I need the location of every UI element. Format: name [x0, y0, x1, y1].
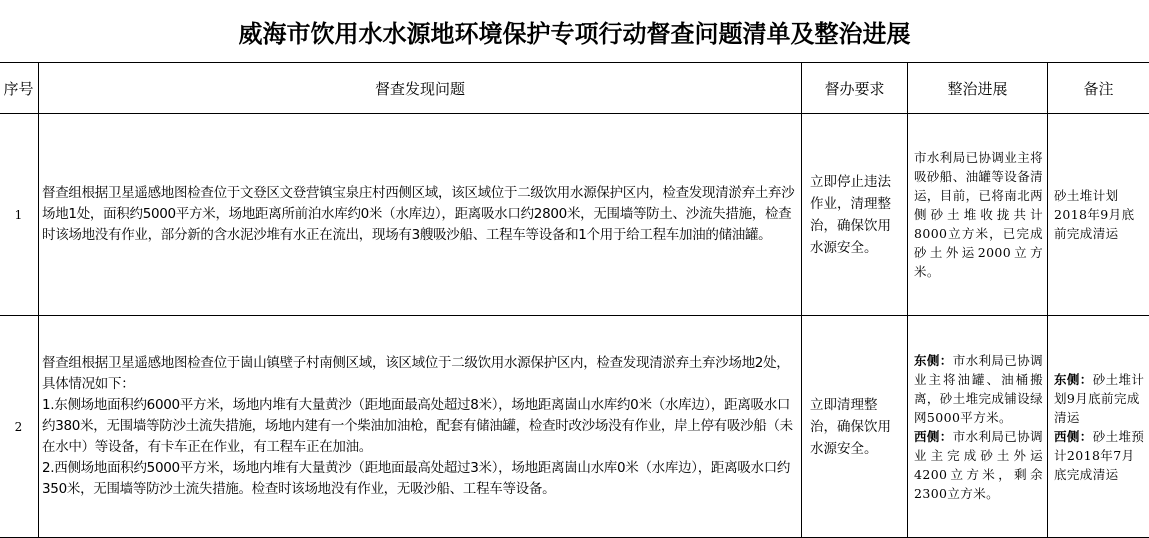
- issue-item-west: 2.西侧场地面积约5000平方米，场地内堆有大量黄沙（距地面最高处超过3米），场地距离崮山水库0米（水库边），距离吸水口约350米，无围墙等防沙土流失措施。检查时该场地没有作业，无吸沙船、工程车等设备。: [42, 458, 797, 500]
- requirement-text: 立即停止违法作业，清理整治，确保饮用水源安全。: [802, 114, 908, 316]
- issue-intro: 督查组根据卫星遥感地图检查位于崮山镇壁子村南侧区域，该区域位于二级饮用水源保护区内，检查发现清淤弃土弃沙场地2处，具体情况如下：: [42, 353, 797, 395]
- progress-west-text: 市水利局已协调业主完成砂土外运4200立方米，剩余2300立方米。: [914, 429, 1043, 501]
- row-number: 2: [0, 316, 39, 538]
- note-west: [1054, 427, 1145, 484]
- issue-item-east: 1.东侧场地面积约6000平方米，场地内堆有大量黄沙（距地面最高处超过8米），场地距离崮山水库约0米（水库边），距离吸水口约380米，无围墙等防沙土流失措施，场地内建有一个柴油加油枪，配套有储油罐，检查时改沙场没有作业，岸上停有吸沙船（未在水中）等设备，有卡车正在作业，有工程车正在加油。: [42, 395, 797, 458]
- header-note: 备注: [1048, 63, 1149, 114]
- row-number: 1: [0, 114, 39, 316]
- header-no: 序号: [0, 63, 39, 114]
- note-cell: [1048, 316, 1149, 538]
- note-east-text: 砂土堆计划9月底前完成清运: [1054, 372, 1144, 425]
- issue-table: [0, 62, 1149, 538]
- progress-west: [914, 427, 1043, 503]
- note-east-label: 东侧：: [1054, 372, 1093, 387]
- note-west-text: 砂土堆预计2018年7月底完成清运: [1054, 429, 1144, 482]
- header-progress: 整治进展: [908, 63, 1048, 114]
- note-east: [1054, 370, 1145, 427]
- note-west-label: 西侧：: [1054, 429, 1093, 444]
- header-requirement: 督办要求: [802, 63, 908, 114]
- progress-west-label: 西侧：: [914, 429, 953, 444]
- progress-east-text: 市水利局已协调业主将油罐、油桶搬离，砂土堆完成铺设绿网5000平方米。: [914, 353, 1043, 425]
- progress-east: [914, 351, 1043, 427]
- note-text: 砂土堆计划2018年9月底前完成清运: [1048, 114, 1149, 316]
- header-issue: 督查发现问题: [39, 63, 802, 114]
- page-title: 威海市饮用水水源地环境保护专项行动督查问题清单及整治进展: [0, 0, 1149, 62]
- table-row: [0, 316, 1149, 538]
- progress-east-label: 东侧：: [914, 353, 953, 368]
- requirement-text: 立即清理整治，确保饮用水源安全。: [802, 316, 908, 538]
- issue-text: 督查组根据卫星遥感地图检查位于文登区文登营镇宝泉庄村西侧区域，该区域位于二级饮用水源保护区内，检查发现清淤弃土弃沙场地1处，面积约5000平方米，场地距离所前泊水库约0米（水库边），距离吸水口约2800米，无围墙等防土、沙流失措施，检查时该场地没有作业，部分新的含水泥沙堆有水正在流出，现场有3艘吸沙船、工程车等设备和1个用于给工程车加油的储油罐。: [39, 114, 802, 316]
- issue-cell: [39, 316, 802, 538]
- table-header-row: [0, 63, 1149, 114]
- table-row: [0, 114, 1149, 316]
- progress-text: 市水利局已协调业主将吸砂船、油罐等设备清运，目前，已将南北两侧砂土堆收拢共计8000立方米，已完成砂土外运2000立方米。: [908, 114, 1048, 316]
- progress-cell: [908, 316, 1048, 538]
